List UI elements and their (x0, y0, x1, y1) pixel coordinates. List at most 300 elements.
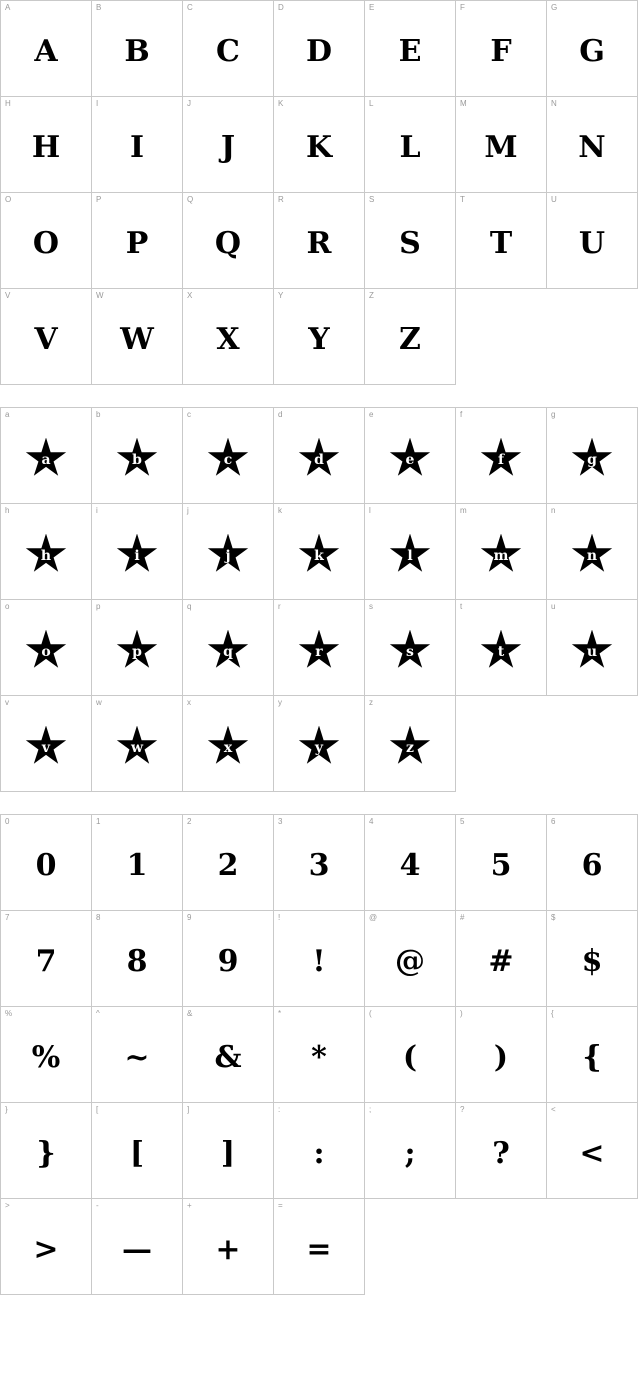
glyph-cell[interactable] (1, 600, 92, 696)
glyph-cell[interactable] (365, 289, 456, 385)
glyph-character: ~ (124, 1040, 150, 1075)
glyph-star-preview (183, 600, 273, 695)
glyph-cell-label: [ (96, 1105, 99, 1114)
star-icon (297, 629, 341, 673)
glyph-character: > (33, 1232, 59, 1267)
glyph-star-preview (183, 504, 273, 599)
glyph-cell-label: 8 (96, 913, 101, 922)
glyph-cell[interactable] (274, 1103, 365, 1199)
glyph-cell[interactable] (365, 1103, 456, 1199)
glyph-cell-label: w (96, 698, 102, 707)
glyph-character: Z (399, 322, 421, 357)
star-icon (388, 533, 432, 577)
glyph-character: : (313, 1136, 325, 1171)
glyph-cell-label: j (187, 506, 189, 515)
glyph-character: e (405, 451, 415, 468)
glyph-cell[interactable] (274, 1199, 365, 1295)
glyph-cell-label: 0 (5, 817, 10, 826)
glyph-cell-label: W (96, 291, 104, 300)
glyph-cell-label: @ (369, 913, 378, 922)
glyph-cell[interactable] (183, 97, 274, 193)
glyph-star-preview (274, 600, 364, 695)
glyph-cell-label: f (460, 410, 463, 419)
glyph-character: 3 (308, 848, 330, 883)
glyph-character: } (36, 1136, 56, 1171)
glyph-character: G (579, 34, 605, 69)
glyph-cell-label: i (96, 506, 98, 515)
glyph-cell-label: * (278, 1009, 282, 1018)
glyph-character: s (406, 643, 414, 660)
glyph-cell-label: P (96, 195, 102, 204)
glyph-cell-label: Z (369, 291, 374, 300)
table-row (1, 289, 638, 385)
section-divider (0, 792, 640, 814)
glyph-star-preview (547, 408, 637, 503)
glyph-character: ] (220, 1136, 236, 1171)
star-icon (570, 437, 614, 481)
glyph-cell[interactable] (274, 696, 365, 792)
glyph-cell[interactable] (183, 911, 274, 1007)
glyph-cell[interactable] (1, 815, 92, 911)
glyph-cell[interactable] (183, 1199, 274, 1295)
glyph-cell-label: c (187, 410, 191, 419)
glyph-table (0, 814, 638, 1295)
glyph-character: v (41, 739, 51, 756)
glyph-cell-empty (547, 1199, 638, 1295)
glyph-cell[interactable] (183, 1007, 274, 1103)
glyph-character: H (31, 130, 61, 165)
table-row (1, 815, 638, 911)
glyph-cell[interactable] (274, 504, 365, 600)
glyph-cell-label: ] (187, 1105, 190, 1114)
glyph-cell-label: v (5, 698, 9, 707)
star-icon (206, 629, 250, 673)
glyph-cell[interactable] (547, 600, 638, 696)
glyph-cell[interactable] (547, 911, 638, 1007)
star-icon (24, 725, 68, 769)
glyph-cell-label: s (369, 602, 373, 611)
glyph-cell[interactable] (1, 193, 92, 289)
glyph-cell-label: o (5, 602, 10, 611)
glyph-character: y (314, 739, 324, 756)
glyph-cell-label: p (96, 602, 101, 611)
glyph-character: — (122, 1232, 152, 1267)
glyph-character: T (489, 226, 513, 261)
star-icon (388, 437, 432, 481)
glyph-character: 0 (35, 848, 57, 883)
glyph-cell[interactable] (274, 600, 365, 696)
glyph-cell-empty (456, 696, 547, 792)
table-row (1, 1007, 638, 1103)
glyph-cell[interactable] (547, 97, 638, 193)
glyph-cell[interactable] (547, 815, 638, 911)
glyph-character: P (125, 226, 149, 261)
glyph-cell-label: a (5, 410, 10, 419)
glyph-star-preview (547, 600, 637, 695)
glyph-cell[interactable] (92, 600, 183, 696)
glyph-character: I (129, 130, 145, 165)
glyph-cell[interactable] (547, 1103, 638, 1199)
glyph-cell[interactable] (183, 600, 274, 696)
glyph-star-preview (274, 408, 364, 503)
glyph-cell-empty (456, 1199, 547, 1295)
glyph-character: k (314, 547, 324, 564)
glyph-star-preview (365, 600, 455, 695)
glyph-cell-label: 2 (187, 817, 192, 826)
glyph-cell[interactable] (1, 408, 92, 504)
glyph-character: O (32, 226, 60, 261)
glyph-cell-label: x (187, 698, 191, 707)
glyph-cell-label: E (369, 3, 375, 12)
glyph-character: 1 (126, 848, 148, 883)
star-icon (24, 437, 68, 481)
glyph-cell-label: $ (551, 913, 556, 922)
glyph-cell[interactable] (365, 1, 456, 97)
glyph-character: = (306, 1232, 332, 1267)
glyph-character: * (311, 1040, 327, 1075)
glyph-cell-label: n (551, 506, 556, 515)
glyph-cell-label: ! (278, 913, 281, 922)
glyph-cell[interactable] (1, 911, 92, 1007)
glyph-cell-label: ( (369, 1009, 372, 1018)
glyph-cell-label: ^ (96, 1009, 100, 1018)
table-row (1, 1, 638, 97)
star-icon (570, 629, 614, 673)
glyph-cell[interactable] (183, 815, 274, 911)
glyph-star-preview (365, 504, 455, 599)
table-row (1, 408, 638, 504)
glyph-cell-label: T (460, 195, 465, 204)
glyph-cell[interactable] (456, 600, 547, 696)
glyph-character: h (40, 547, 52, 564)
glyph-cell-label: } (5, 1105, 8, 1114)
glyph-cell[interactable] (92, 97, 183, 193)
glyph-cell-label: 6 (551, 817, 556, 826)
glyph-cell[interactable] (365, 408, 456, 504)
glyph-cell-label: h (5, 506, 10, 515)
glyph-cell-label: t (460, 602, 463, 611)
glyph-cell[interactable] (365, 600, 456, 696)
glyph-cell[interactable] (365, 193, 456, 289)
glyph-character: q (223, 643, 233, 660)
glyph-character: @ (395, 944, 425, 979)
glyph-cell-label: Q (187, 195, 194, 204)
glyph-character: z (406, 739, 414, 756)
glyph-star-preview (1, 600, 91, 695)
glyph-character: 9 (217, 944, 239, 979)
glyph-character: l (407, 547, 413, 564)
glyph-cell-label: I (96, 99, 99, 108)
glyph-character: X (216, 322, 240, 357)
glyph-cell-label: k (278, 506, 282, 515)
glyph-cell[interactable] (1, 504, 92, 600)
glyph-cell[interactable] (183, 696, 274, 792)
glyph-character: % (31, 1040, 61, 1075)
glyph-star-preview (1, 504, 91, 599)
section-digits-and-symbols (0, 814, 640, 1295)
glyph-cell-label: 9 (187, 913, 192, 922)
glyph-cell-label: < (551, 1105, 556, 1114)
glyph-cell[interactable] (92, 504, 183, 600)
star-icon (479, 629, 523, 673)
glyph-cell[interactable] (365, 815, 456, 911)
glyph-cell-label: = (278, 1201, 283, 1210)
glyph-cell-label: b (96, 410, 101, 419)
glyph-cell[interactable] (547, 504, 638, 600)
glyph-cell-empty (547, 289, 638, 385)
glyph-cell-label: F (460, 3, 465, 12)
glyph-character: ! (312, 944, 326, 979)
glyph-cell[interactable] (274, 1, 365, 97)
glyph-cell[interactable] (547, 1007, 638, 1103)
star-icon (479, 437, 523, 481)
glyph-cell-label: J (187, 99, 191, 108)
glyph-cell[interactable] (1, 97, 92, 193)
glyph-cell[interactable] (92, 1103, 183, 1199)
glyph-character: 4 (399, 848, 421, 883)
glyph-cell[interactable] (183, 289, 274, 385)
glyph-cell-label: D (278, 3, 284, 12)
glyph-character: x (223, 739, 233, 756)
glyph-table (0, 0, 638, 385)
glyph-cell-label: N (551, 99, 557, 108)
glyph-cell[interactable] (1, 1199, 92, 1295)
glyph-character: & (214, 1040, 242, 1075)
glyph-character: { (582, 1040, 602, 1075)
glyph-character: C (216, 34, 240, 69)
glyph-cell-label: O (5, 195, 12, 204)
glyph-cell[interactable] (456, 911, 547, 1007)
glyph-star-preview (456, 600, 546, 695)
glyph-character: + (215, 1232, 241, 1267)
glyph-cell[interactable] (1, 1007, 92, 1103)
glyph-character: J (220, 130, 236, 165)
glyph-cell-label: q (187, 602, 192, 611)
glyph-character: r (315, 643, 323, 660)
glyph-cell[interactable] (274, 289, 365, 385)
glyph-cell-label: y (278, 698, 282, 707)
glyph-cell-label: - (96, 1201, 99, 1210)
glyph-character: 2 (217, 848, 239, 883)
glyph-cell[interactable] (456, 815, 547, 911)
glyph-cell-label: R (278, 195, 284, 204)
glyph-star-preview (92, 600, 182, 695)
glyph-character: Y (308, 322, 330, 357)
glyph-cell-label: A (5, 3, 11, 12)
glyph-cell-label: 7 (5, 913, 10, 922)
glyph-cell[interactable] (183, 408, 274, 504)
glyph-cell-label: ) (460, 1009, 463, 1018)
glyph-cell-label: 1 (96, 817, 101, 826)
glyph-cell[interactable] (274, 815, 365, 911)
glyph-cell[interactable] (456, 1103, 547, 1199)
star-icon (206, 725, 250, 769)
glyph-cell[interactable] (92, 1199, 183, 1295)
glyph-cell[interactable] (365, 696, 456, 792)
glyph-cell[interactable] (274, 97, 365, 193)
glyph-cell[interactable] (547, 408, 638, 504)
glyph-cell[interactable] (92, 696, 183, 792)
glyph-character: L (399, 130, 421, 165)
star-icon (388, 725, 432, 769)
star-icon (570, 533, 614, 577)
glyph-cell[interactable] (92, 408, 183, 504)
glyph-cell[interactable] (456, 504, 547, 600)
glyph-character: Q (214, 226, 242, 261)
glyph-character: p (132, 643, 142, 660)
glyph-character: U (578, 226, 606, 261)
glyph-cell[interactable] (456, 408, 547, 504)
glyph-character: R (306, 226, 332, 261)
glyph-cell[interactable] (274, 911, 365, 1007)
glyph-star-preview (1, 696, 91, 791)
glyph-cell-label: H (5, 99, 11, 108)
glyph-character: D (305, 34, 332, 69)
glyph-character: ) (493, 1040, 509, 1075)
glyph-character: N (578, 130, 606, 165)
glyph-cell-label: K (278, 99, 284, 108)
glyph-character: E (398, 34, 422, 69)
glyph-character: w (130, 739, 144, 756)
section-divider (0, 385, 640, 407)
glyph-cell-label: l (369, 506, 371, 515)
table-row (1, 97, 638, 193)
glyph-character: 6 (581, 848, 603, 883)
glyph-cell-label: e (369, 410, 374, 419)
glyph-cell-label: m (460, 506, 467, 515)
glyph-cell[interactable] (456, 193, 547, 289)
glyph-cell[interactable] (1, 1103, 92, 1199)
glyph-cell-label: z (369, 698, 373, 707)
glyph-cell-label: u (551, 602, 556, 611)
table-row (1, 504, 638, 600)
glyph-cell-label: g (551, 410, 556, 419)
star-icon (388, 629, 432, 673)
glyph-cell[interactable] (547, 1, 638, 97)
glyph-star-preview (365, 408, 455, 503)
glyph-character: ; (404, 1136, 416, 1171)
glyph-character: F (490, 34, 512, 69)
glyph-character: V (34, 322, 58, 357)
glyph-star-preview (274, 696, 364, 791)
glyph-cell-label: 3 (278, 817, 283, 826)
glyph-cell-label: X (187, 291, 193, 300)
glyph-character: a (41, 451, 51, 468)
glyph-cell-label: # (460, 913, 465, 922)
star-icon (115, 533, 159, 577)
glyph-cell-label: Y (278, 291, 284, 300)
glyph-cell[interactable] (365, 504, 456, 600)
glyph-cell-label: S (369, 195, 375, 204)
glyph-cell-label: + (187, 1201, 192, 1210)
star-icon (297, 725, 341, 769)
glyph-cell[interactable] (274, 193, 365, 289)
star-icon (206, 437, 250, 481)
glyph-cell[interactable] (92, 911, 183, 1007)
glyph-character: W (120, 322, 154, 357)
glyph-cell[interactable] (92, 1, 183, 97)
glyph-character: $ (581, 944, 603, 979)
glyph-cell-label: L (369, 99, 374, 108)
star-icon (24, 533, 68, 577)
glyph-character: [ (129, 1136, 145, 1171)
section-lowercase-letters (0, 407, 640, 792)
glyph-character: g (587, 451, 597, 468)
glyph-star-preview (456, 504, 546, 599)
glyph-character: t (497, 643, 505, 660)
glyph-character: o (41, 643, 51, 660)
glyph-cell-label: : (278, 1105, 281, 1114)
glyph-character: u (586, 643, 598, 660)
glyph-cell[interactable] (92, 1007, 183, 1103)
table-row (1, 193, 638, 289)
glyph-star-preview (365, 696, 455, 791)
star-icon (206, 533, 250, 577)
glyph-cell-label: % (5, 1009, 13, 1018)
table-row (1, 600, 638, 696)
glyph-cell[interactable] (365, 1007, 456, 1103)
glyph-cell[interactable] (456, 97, 547, 193)
glyph-cell[interactable] (365, 911, 456, 1007)
glyph-cell[interactable] (274, 408, 365, 504)
glyph-cell[interactable] (456, 1007, 547, 1103)
glyph-cell[interactable] (365, 97, 456, 193)
glyph-cell[interactable] (274, 1007, 365, 1103)
glyph-character: m (493, 547, 509, 564)
glyph-character: K (305, 130, 333, 165)
star-icon (115, 437, 159, 481)
table-row (1, 911, 638, 1007)
glyph-cell[interactable] (1, 289, 92, 385)
glyph-star-preview (1, 408, 91, 503)
glyph-cell[interactable] (183, 504, 274, 600)
glyph-character: A (34, 34, 58, 69)
glyph-character: S (399, 226, 421, 261)
glyph-cell[interactable] (92, 193, 183, 289)
glyph-character: < (579, 1136, 605, 1171)
glyph-character: b (132, 451, 142, 468)
glyph-character: ( (402, 1040, 418, 1075)
glyph-cell-empty (456, 289, 547, 385)
glyph-cell-label: d (278, 410, 283, 419)
glyph-cell[interactable] (183, 1103, 274, 1199)
glyph-cell-empty (547, 696, 638, 792)
glyph-character: i (134, 547, 140, 564)
glyph-character: c (223, 451, 233, 468)
glyph-character: 8 (126, 944, 148, 979)
glyph-cell-label: C (187, 3, 193, 12)
glyph-cell[interactable] (92, 289, 183, 385)
glyph-star-preview (274, 504, 364, 599)
glyph-cell[interactable] (1, 696, 92, 792)
glyph-cell[interactable] (92, 815, 183, 911)
glyph-star-preview (183, 696, 273, 791)
glyph-star-preview (92, 408, 182, 503)
glyph-cell[interactable] (547, 193, 638, 289)
glyph-cell[interactable] (183, 1, 274, 97)
glyph-character: B (124, 34, 150, 69)
glyph-cell-empty (365, 1199, 456, 1295)
glyph-cell-label: ? (460, 1105, 465, 1114)
glyph-cell-label: > (5, 1201, 10, 1210)
glyph-cell-label: U (551, 195, 557, 204)
star-icon (115, 629, 159, 673)
glyph-character: f (497, 451, 505, 468)
glyph-cell[interactable] (456, 1, 547, 97)
glyph-cell[interactable] (183, 193, 274, 289)
glyph-cell-label: G (551, 3, 558, 12)
glyph-cell[interactable] (1, 1, 92, 97)
